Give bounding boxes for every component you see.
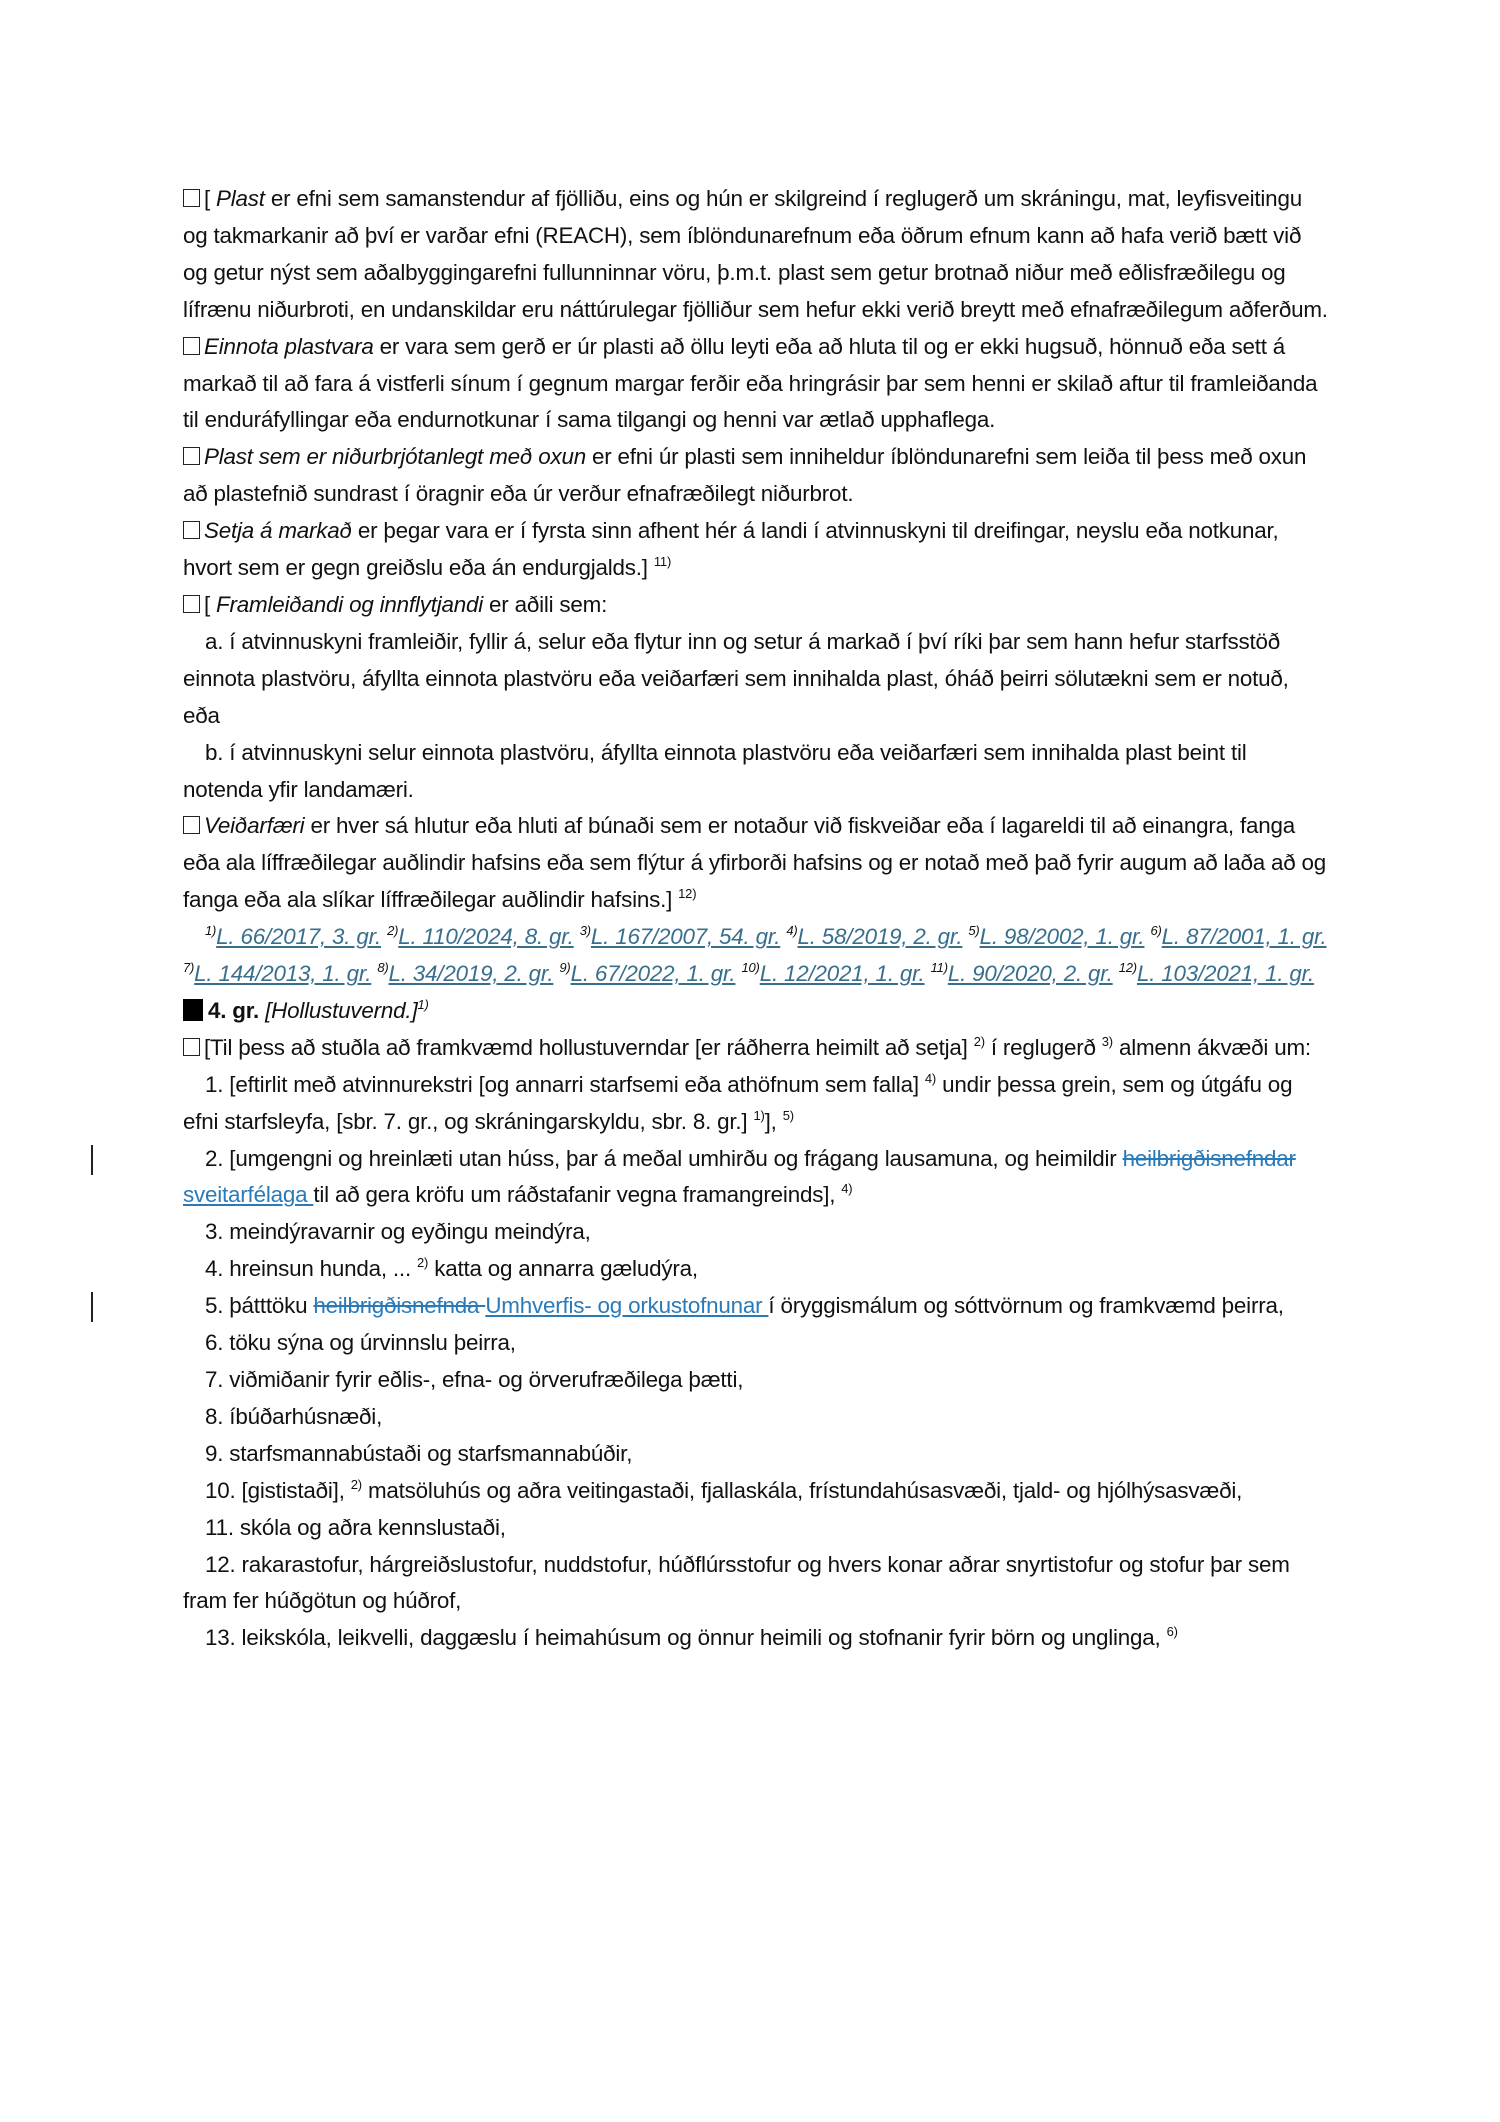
footnote-ref: 6) <box>1166 1624 1178 1640</box>
text: a. í atvinnuskyni framleiðir, fyllir á, selur eða flytur inn og setur á markað í því ríki þar sem hann hefur starfsstöð einnota plastvöru, áfyllta einnota plastvöru eða veiðarfæri sem innihalda plast, óháð þeirri sölutækni sem er notuð, eða <box>183 628 1289 728</box>
paragraph <box>183 735 1328 809</box>
text: 10. [gististaði], <box>205 1477 351 1503</box>
footnote-number: 11) <box>930 960 948 976</box>
checkbox-icon <box>183 816 200 834</box>
document-body <box>183 181 1328 1657</box>
text: er hver sá hlutur eða hluti af búnaði sem er notaður við fiskveiðar eða í lagareldi til að einangra, fanga eða ala líffræðilegar auðlindir hafsins eða sem flýtur á yfirborði hafsins og er notað með það fyrir augum að laða að og fanga eða ala slíkar líffræðilegar auðlindir hafsins.] <box>183 813 1327 913</box>
footnote-number: 5) <box>968 923 980 939</box>
text: [ <box>204 591 217 617</box>
checkbox-icon <box>183 521 200 539</box>
deleted-text: heilbrigðisnefnda <box>313 1293 486 1319</box>
footnote-ref: 4) <box>924 1070 937 1086</box>
text: 3. meindýravarnir og eyðingu meindýra, <box>205 1219 591 1245</box>
checkbox-icon <box>183 337 200 355</box>
law-reference-link[interactable]: L. 87/2001, 1. gr. <box>1161 924 1327 950</box>
law-reference-link[interactable]: L. 167/2007, 54. gr. <box>590 924 781 950</box>
text: er efni sem samanstendur af fjölliðu, eins og hún er skilgreind í reglugerð um skráningu, mat, leyfisveitingu og takmarkanir að því er varðar efni (REACH), sem íblöndunarefnum eða öðrum efnum kann að hafa verið bætt við og getur nýst sem aðalbyggingarefni fullunninnar vöru, þ.m.t. plast sem getur brotnað niður með eðlisfræðilegu og lífrænu niðurbroti, en undanskildar eru náttúrulegar fjölliður sem hefur ekki verið breytt með efnafræðilegum aðferðum. <box>183 186 1328 322</box>
paragraph <box>183 993 1328 1030</box>
footnote-ref: 3) <box>1101 1033 1113 1049</box>
law-reference-link[interactable]: L. 34/2019, 2. gr. <box>388 961 554 987</box>
law-reference-link[interactable]: L. 98/2002, 1. gr. <box>979 924 1145 950</box>
footnote-number: 1) <box>417 996 429 1012</box>
law-reference-link[interactable]: L. 110/2024, 8. gr. <box>398 924 574 950</box>
text: 2. [umgengni og hreinlæti utan húss, þar á meðal umhirðu og frágang lausamuna, og heimildir <box>205 1145 1123 1171</box>
paragraph <box>183 1620 1328 1657</box>
checkbox-icon <box>183 1038 200 1056</box>
paragraph <box>183 1436 1328 1473</box>
inserted-text: sveitarfélaga <box>183 1182 314 1208</box>
paragraph <box>183 513 1328 587</box>
footnote-number: 12) <box>1118 960 1137 976</box>
paragraph <box>183 1510 1328 1547</box>
text: er aðili sem: <box>483 591 608 617</box>
text: matsöluhús og aðra veitingastaði, fjallaskála, frístundahúsasvæði, tjald- og hjólhýsasvæði, <box>361 1477 1243 1503</box>
italic-term: [Hollustuvernd.] <box>265 997 418 1023</box>
deleted-text: heilbrigðisnefndar <box>1122 1145 1296 1171</box>
text: í öryggismálum og sóttvörnum og framkvæmd þeirra, <box>768 1293 1284 1319</box>
law-reference-link[interactable]: L. 66/2017, 3. gr. <box>216 924 382 950</box>
paragraph <box>183 1399 1328 1436</box>
footnote-number: 2) <box>387 923 399 939</box>
inserted-text: Umhverfis- og orkustofnunar <box>485 1293 769 1319</box>
footnote-ref: 2) <box>350 1476 362 1492</box>
paragraph <box>183 1547 1328 1621</box>
italic-term: Plast sem er niðurbrjótanlegt með oxun <box>204 444 586 470</box>
text: undir þessa grein, sem og útgáfu og efni starfsleyfa, [sbr. 7. gr., og skráningarskyldu, sbr. 8. gr.] <box>183 1071 1293 1134</box>
change-bar <box>91 1145 93 1175</box>
law-reference-link[interactable]: L. 144/2013, 1. gr. <box>194 961 372 987</box>
text: 1. [eftirlit með atvinnurekstri [og annarri starfsemi eða athöfnum sem falla] <box>205 1071 925 1097</box>
text: 11. skóla og aðra kennslustaði, <box>205 1514 506 1540</box>
checkbox-icon <box>183 447 200 465</box>
paragraph <box>183 1325 1328 1362</box>
text: almenn ákvæði um: <box>1112 1034 1311 1060</box>
paragraph <box>183 624 1328 735</box>
text: 6. töku sýna og úrvinnslu þeirra, <box>205 1330 516 1356</box>
paragraph <box>183 181 1328 329</box>
footnote-number: 3) <box>579 923 591 939</box>
law-reference-link[interactable]: L. 103/2021, 1. gr. <box>1136 961 1315 987</box>
change-bar <box>91 1292 93 1322</box>
footnote-number: 6) <box>1150 923 1162 939</box>
footnote-number: 1) <box>205 923 217 939</box>
footnote-number: 7) <box>183 960 195 976</box>
footnote-number: 4) <box>786 923 798 939</box>
checkbox-icon <box>183 189 200 207</box>
law-reference-link[interactable]: L. 12/2021, 1. gr. <box>759 961 925 987</box>
footnote-ref: 12) <box>678 886 697 902</box>
text: [ <box>204 186 217 211</box>
text: 5. þátttöku <box>205 1293 314 1319</box>
text: er vara sem gerð er úr plasti að öllu leyti eða að hluta til og er ekki hugsuð, hönnuð eða sett á markað til að fara á vistferli sínum í gegnum margar ferðir eða hringrásir þar sem henni er skilað aftur til framleiðanda til enduráfyllingar eða endurnotkunar í sama tilgangi og henni var ætlað upphaflega. <box>183 333 1318 433</box>
footnote-number: 9) <box>559 960 571 976</box>
text: er þegar vara er í fyrsta sinn afhent hér á landi í atvinnuskyni til dreifingar, neyslu eða notkunar, hvort sem er gegn greiðslu eða án endurgjalds.] <box>183 518 1279 581</box>
text: 13. leikskóla, leikvelli, daggæslu í heimahúsum og önnur heimili og stofnanir fyrir börn og unglinga, <box>205 1625 1167 1651</box>
text: ], <box>764 1108 783 1134</box>
paragraph <box>183 808 1328 919</box>
text: 8. íbúðarhúsnæði, <box>205 1403 383 1429</box>
footnote-ref: 2) <box>973 1033 985 1049</box>
text: [Til þess að stuðla að framkvæmd hollustuverndar [er ráðherra heimilt að setja] <box>204 1034 974 1060</box>
article-number: 4. gr. <box>208 997 260 1023</box>
text: í reglugerð <box>984 1034 1102 1060</box>
footnote-ref: 1) <box>753 1107 765 1123</box>
footnote-number: 8) <box>377 960 389 976</box>
paragraph <box>183 1067 1328 1141</box>
paragraph <box>183 1251 1328 1288</box>
article-marker-icon <box>183 999 203 1021</box>
text: katta og annarra gæludýra, <box>428 1256 698 1282</box>
footnote-ref: 2) <box>417 1255 429 1271</box>
law-reference-link[interactable]: L. 58/2019, 2. gr. <box>797 924 963 950</box>
paragraph <box>183 1288 1328 1325</box>
italic-term: Plast <box>216 186 265 211</box>
law-reference-link[interactable]: L. 67/2022, 1. gr. <box>570 961 736 987</box>
text: 4. hreinsun hunda, ... <box>205 1256 417 1282</box>
text: til að gera kröfu um ráðstafanir vegna framangreinds], <box>313 1182 842 1208</box>
checkbox-icon <box>183 595 200 613</box>
paragraph <box>183 1030 1328 1067</box>
text: 12. rakarastofur, hárgreiðslustofur, nuddstofur, húðflúrsstofur og hvers konar aðrar snyrtistofur og stofur þar sem fram fer húðgötun og húðrof, <box>183 1551 1290 1614</box>
italic-term: Veiðarfæri <box>204 813 305 839</box>
text: 9. starfsmannabústaði og starfsmannabúðir, <box>205 1440 633 1466</box>
italic-term: Setja á markað <box>204 518 352 544</box>
italic-term: Einnota plastvara <box>204 333 374 359</box>
paragraph <box>183 439 1328 513</box>
footnote-ref: 11) <box>653 554 672 570</box>
paragraph <box>183 587 1328 624</box>
text: b. í atvinnuskyni selur einnota plastvöru, áfyllta einnota plastvöru eða veiðarfæri sem innihalda plast beint til notenda yfir landamæri. <box>183 739 1247 802</box>
paragraph <box>183 1473 1328 1510</box>
paragraph <box>183 1362 1328 1399</box>
paragraph <box>183 1214 1328 1251</box>
footnote-ref: 4) <box>841 1181 853 1197</box>
footnote-ref: 5) <box>782 1107 794 1123</box>
footnote-number: 10) <box>741 960 760 976</box>
paragraph <box>183 329 1328 440</box>
text: 7. viðmiðanir fyrir eðlis-, efna- og örverufræðilega þætti, <box>205 1367 744 1392</box>
text: er efni úr plasti sem inniheldur íblöndunarefni sem leiða til þess með oxun að plastefnið sundrast í öragnir eða úr verður efnafræðilegt niðurbrot. <box>183 444 1307 507</box>
paragraph <box>183 919 1328 993</box>
italic-term: Framleiðandi og innflytjandi <box>216 591 484 617</box>
law-reference-link[interactable]: L. 90/2020, 2. gr. <box>947 961 1113 987</box>
paragraph <box>183 1141 1328 1215</box>
